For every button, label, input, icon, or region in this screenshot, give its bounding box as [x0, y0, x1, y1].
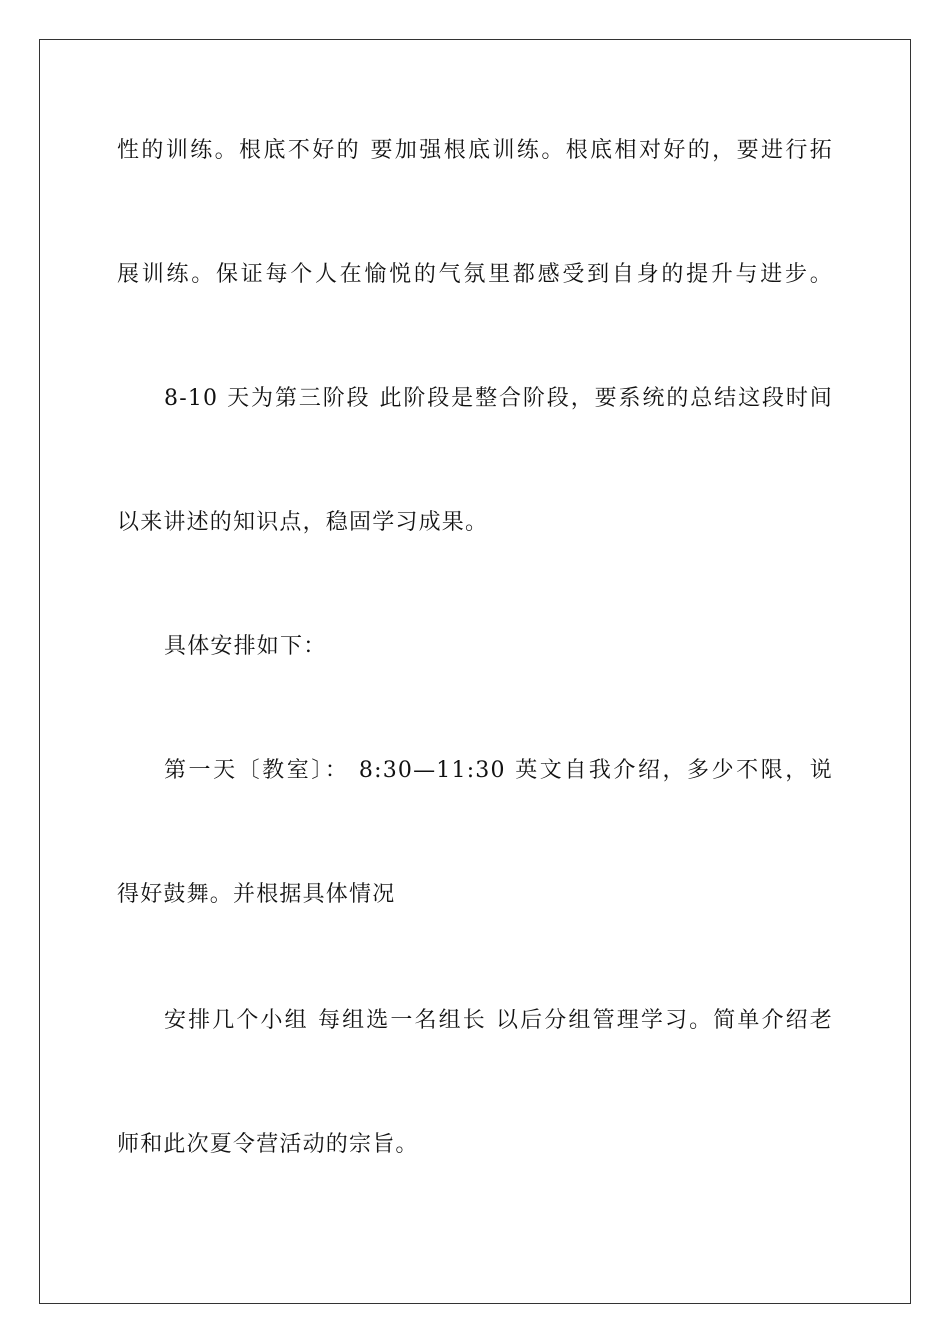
- text-line: 以来讲述的知识点，稳固学习成果。: [117, 510, 489, 535]
- page-frame: [39, 39, 911, 1304]
- text-line: 展训练。保证每个人在愉悦的气氛里都感受到自身的提升与进步。: [117, 262, 833, 287]
- text-line: 师和此次夏令营活动的宗旨。: [117, 1132, 419, 1157]
- text-line: 第一天〔教室〕： 8:30—11:30 英文自我介绍，多少不限，说: [164, 758, 833, 783]
- text-line: 得好鼓舞。并根据具体情况: [117, 882, 396, 907]
- text-line: 性的训练。根底不好的 要加强根底训练。根底相对好的，要进行拓: [117, 138, 833, 163]
- text-line: 具体安排如下：: [164, 634, 327, 659]
- text-line: 8-10 天为第三阶段 此阶段是整合阶段，要系统的总结这段时间: [164, 386, 833, 411]
- text-line: 安排几个小组 每组选一名组长 以后分组管理学习。简单介绍老: [164, 1008, 833, 1033]
